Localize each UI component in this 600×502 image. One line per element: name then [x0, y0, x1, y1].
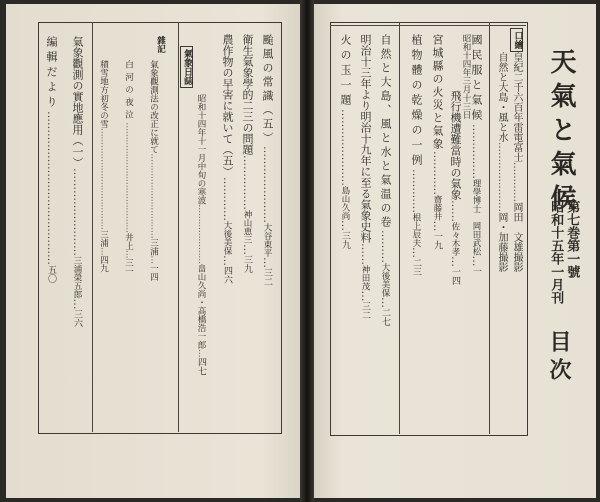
zakki-item: 積雪地方初冬の雪………………………………三浦…四九 [98, 60, 109, 273]
toc-heading: 目次 [546, 330, 572, 386]
toc-entry: 編輯だより……………………………………五〇 [45, 36, 58, 283]
toc-entry: 明治十三年より明治十九年に至る氣象史料……神田茂…三二 [359, 34, 372, 320]
zakki-label: 雜記 [155, 36, 166, 53]
section-rule [489, 22, 490, 434]
toc-entry: 颱風の常識（五）…………………大谷東平…三二 [261, 34, 274, 286]
toc-entry: 昭和十四年十一月中旬の寒波…………………畠山久尚・高橋浩一郎…四七 [196, 94, 206, 376]
frontispiece-item: 皇紀二千六百年雷電富士…………岡田 文雄撮影 [511, 52, 522, 272]
book-gutter [300, 0, 314, 502]
toc-entry: 宮城縣の火災と氣象…………齋藤井…一九 [431, 34, 444, 250]
toc-entry: 自然と大島、風と水と氣温の卷………大後美保…二七 [379, 34, 392, 326]
section-rule [399, 22, 400, 434]
toc-entry: 火の玉一題…………………島山久尚…三九 [339, 34, 352, 249]
toc-entry: 氣象觀測の實地應用（一）……………………三浦榮五郎…三六 [71, 36, 84, 328]
volume-number: 第七巻第一號 [564, 200, 580, 278]
section-rule [92, 22, 93, 432]
diary-label: 氣象日誌 [180, 46, 193, 88]
toc-entry: 國民服と氣候……………理學博士 岡田武松…一 [470, 34, 483, 276]
zakki-item: 氣象觀測法の改正に就て…………………………三浦…一四 [148, 60, 159, 281]
journal-title: 天氣と氣候 [546, 48, 576, 218]
toc-entry: 農作物の早害に就いて（五）…………大後美保…四六 [221, 34, 234, 284]
entry-date: 昭和十四年三月十三日 [461, 34, 471, 119]
zakki-item: 白河の夜泣…………………………………井上…三一 [123, 60, 134, 276]
toc-entry: 植物體の乾燥の一例…………根上辰夫…二三 [410, 34, 423, 276]
frontispiece-rule [330, 25, 526, 26]
toc-entry: 飛行機遭難當時の氣象……佐々木孝…一四 [449, 90, 462, 285]
frontispiece-label: 口繪 [510, 28, 523, 52]
issue-date: 昭和十五年一月刊 [548, 200, 564, 304]
section-rule [178, 22, 179, 432]
frontispiece-item: 自然と大島・風と水…………………岡・加藤撮影 [496, 52, 507, 272]
toc-entry: 衛生氣象學的二三の問題……………神山恵三…三九 [241, 34, 254, 273]
